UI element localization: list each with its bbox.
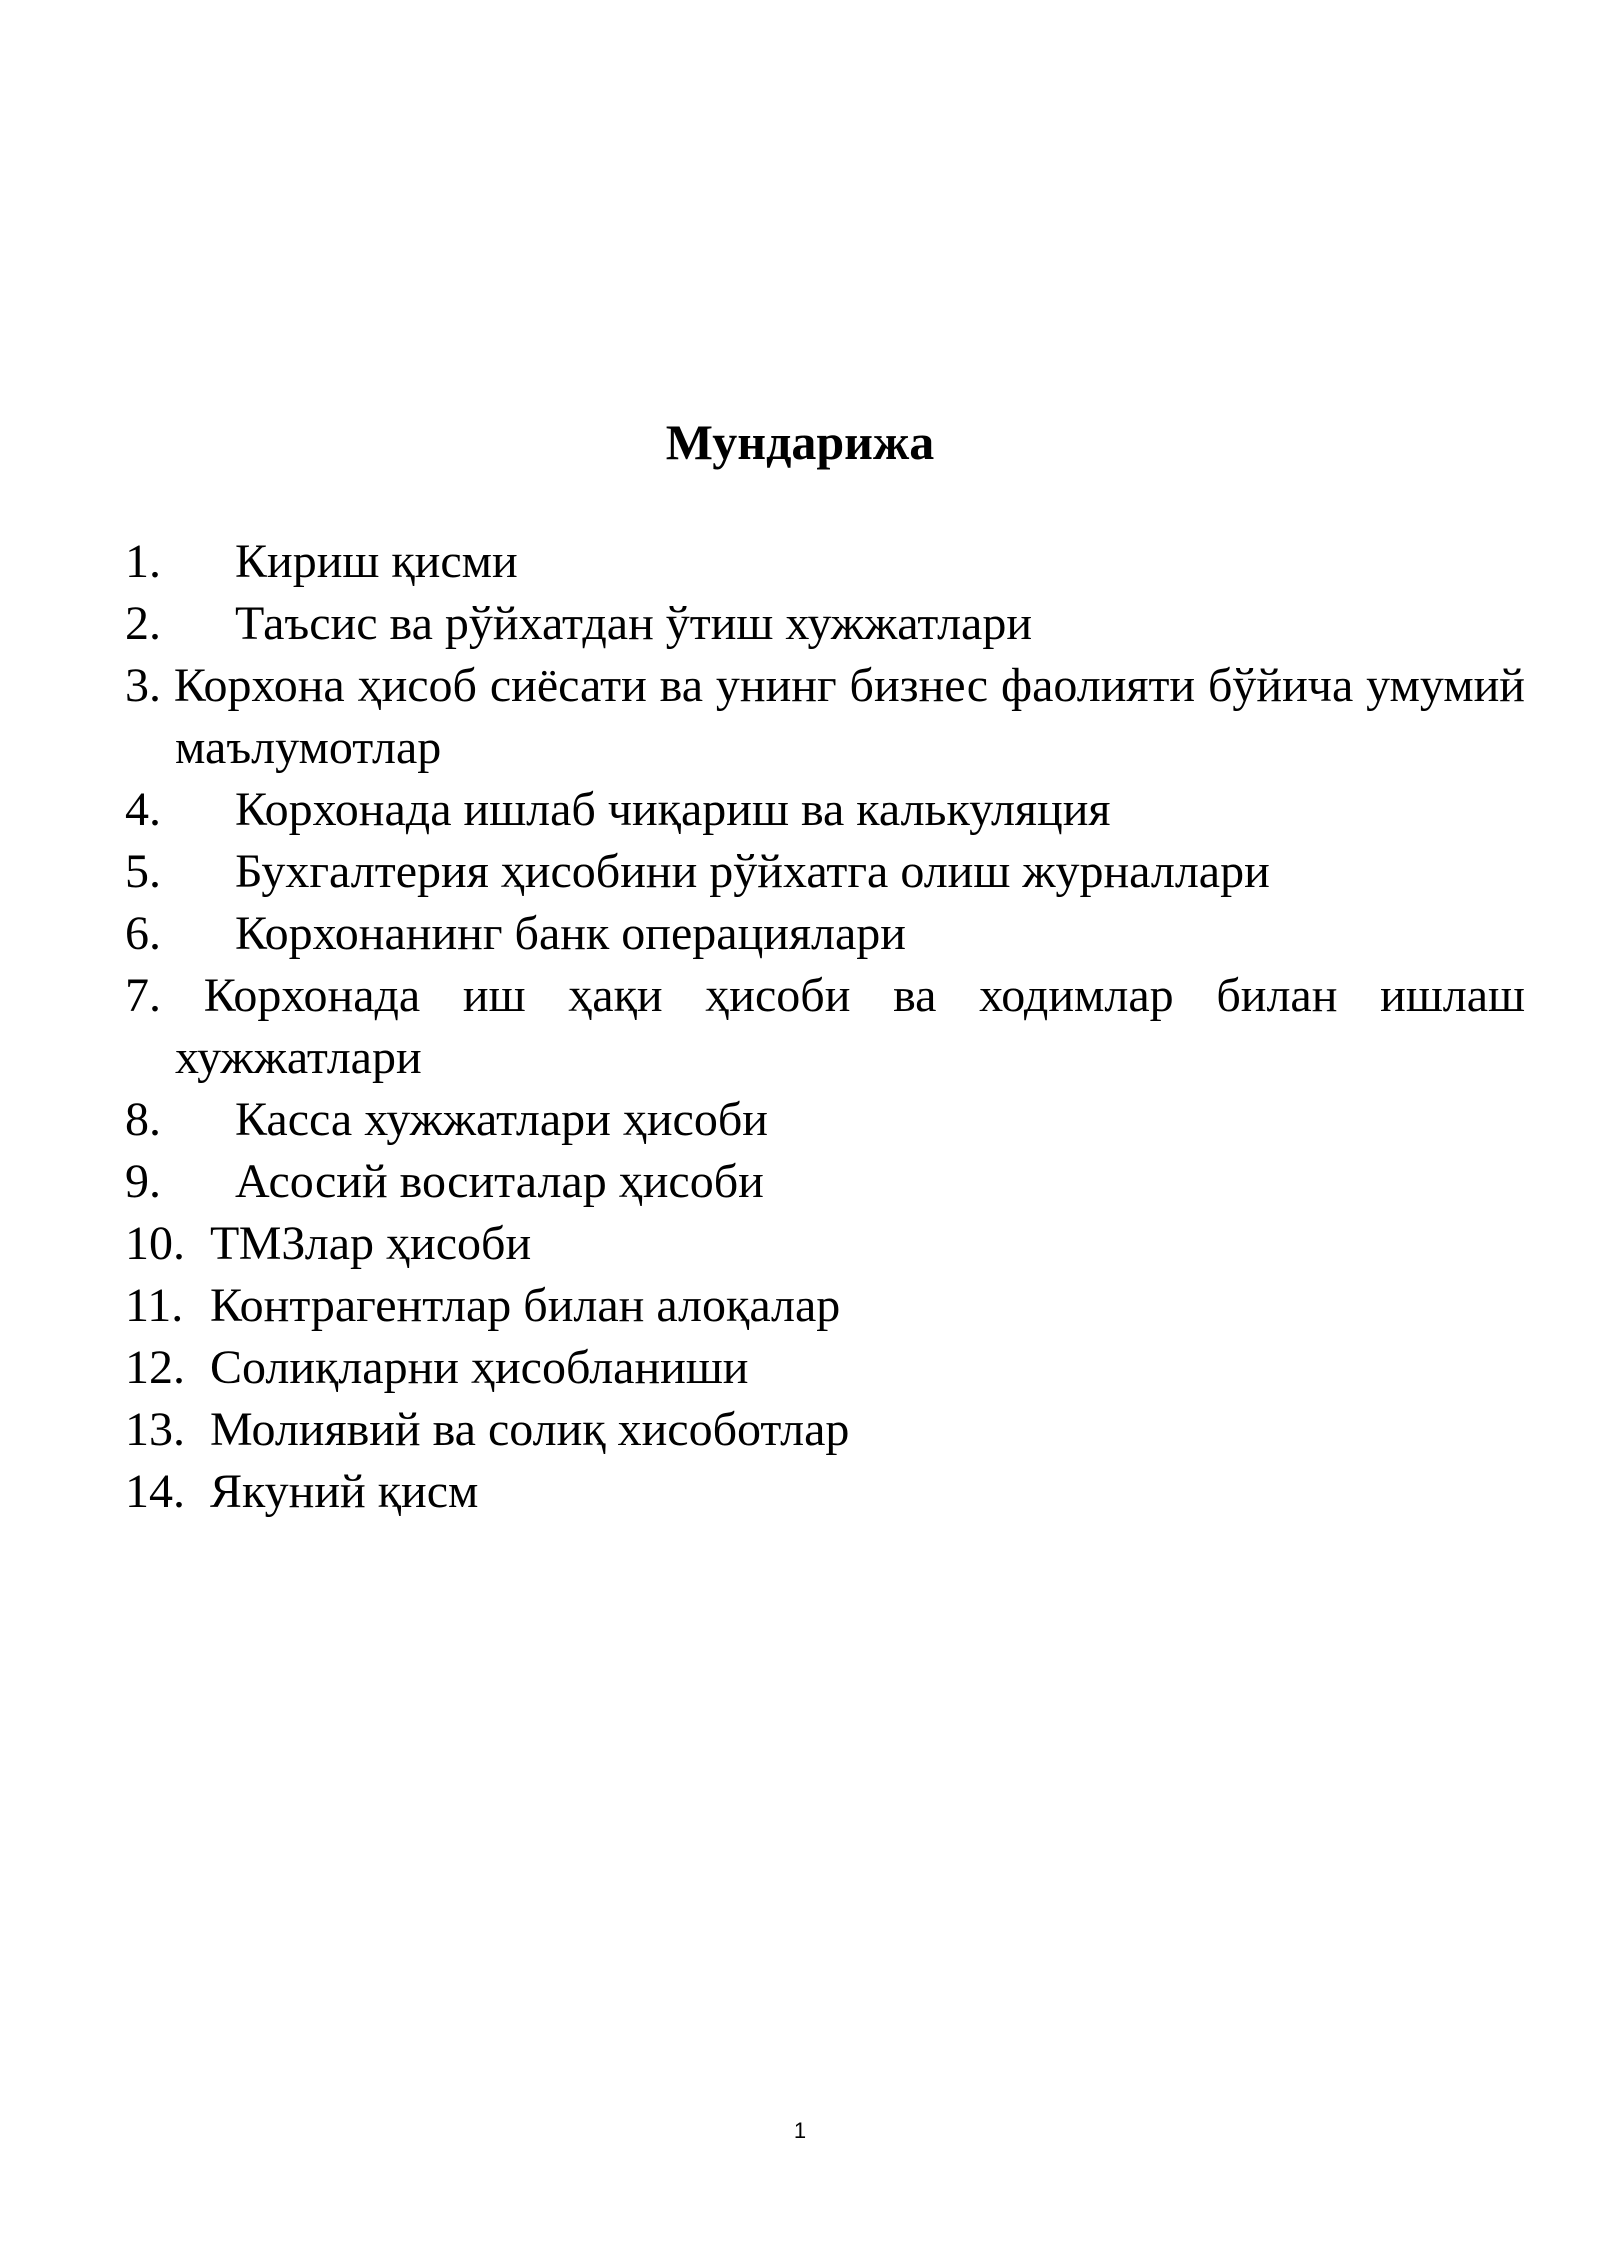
toc-number: 3. xyxy=(125,659,161,712)
toc-item-12 xyxy=(125,1337,1525,1399)
toc-item-8 xyxy=(125,1089,1525,1151)
toc-item-13 xyxy=(125,1399,1525,1461)
page-title: Мундарижа xyxy=(665,414,935,470)
table-of-contents xyxy=(125,531,1525,1523)
toc-number: 13. xyxy=(125,1403,185,1456)
toc-number: 6. xyxy=(125,907,161,960)
toc-text: Корхонада ишлаб чиқариш ва калькуляция xyxy=(235,783,1111,836)
toc-number: 14. xyxy=(125,1465,185,1518)
toc-item-7 xyxy=(125,965,1525,1089)
toc-number: 10. xyxy=(125,1217,185,1270)
toc-item-5 xyxy=(125,841,1525,903)
toc-text: Контрагентлар билан алоқалар xyxy=(210,1279,841,1332)
toc-item-1 xyxy=(125,531,1525,593)
toc-text: ТМЗлар ҳисоби xyxy=(210,1217,532,1270)
toc-text: Асосий воситалар ҳисоби xyxy=(235,1155,764,1208)
toc-number: 2. xyxy=(125,597,161,650)
toc-item-2 xyxy=(125,593,1525,655)
toc-item-11 xyxy=(125,1275,1525,1337)
toc-item-4 xyxy=(125,779,1525,841)
toc-number: 4. xyxy=(125,783,161,836)
toc-number: 8. xyxy=(125,1093,161,1146)
toc-text: Молиявий ва солиқ хисоботлар xyxy=(210,1403,850,1456)
toc-text: Корхона ҳисоб сиёсати ва унинг бизнес фаолияти бўйича умумий маълумотлар xyxy=(173,659,1525,774)
toc-text: Кириш қисми xyxy=(235,535,518,588)
toc-text: Якуний қисм xyxy=(210,1465,479,1518)
toc-number: 12. xyxy=(125,1341,185,1394)
toc-text: Корхонада иш ҳақи ҳисоби ва ходимлар билан ишлаш хужжатлари xyxy=(175,969,1525,1084)
toc-number: 11. xyxy=(125,1279,184,1332)
toc-text: Солиқларни ҳисобланиши xyxy=(210,1341,749,1394)
toc-item-10 xyxy=(125,1213,1525,1275)
toc-text: Корхонанинг банк операциялари xyxy=(235,907,906,960)
toc-number: 9. xyxy=(125,1155,161,1208)
toc-text: Бухгалтерия ҳисобини рўйхатга олиш журналлари xyxy=(235,845,1270,898)
toc-item-6 xyxy=(125,903,1525,965)
toc-number: 5. xyxy=(125,845,161,898)
toc-item-9 xyxy=(125,1151,1525,1213)
toc-number: 7. xyxy=(125,969,161,1022)
toc-number: 1. xyxy=(125,535,161,588)
toc-text: Таъсис ва рўйхатдан ўтиш хужжатлари xyxy=(235,597,1033,650)
toc-item-3 xyxy=(125,655,1525,779)
toc-text: Касса хужжатлари ҳисоби xyxy=(235,1093,768,1146)
toc-item-14 xyxy=(125,1461,1525,1523)
page-number: 1 xyxy=(793,2118,807,2143)
